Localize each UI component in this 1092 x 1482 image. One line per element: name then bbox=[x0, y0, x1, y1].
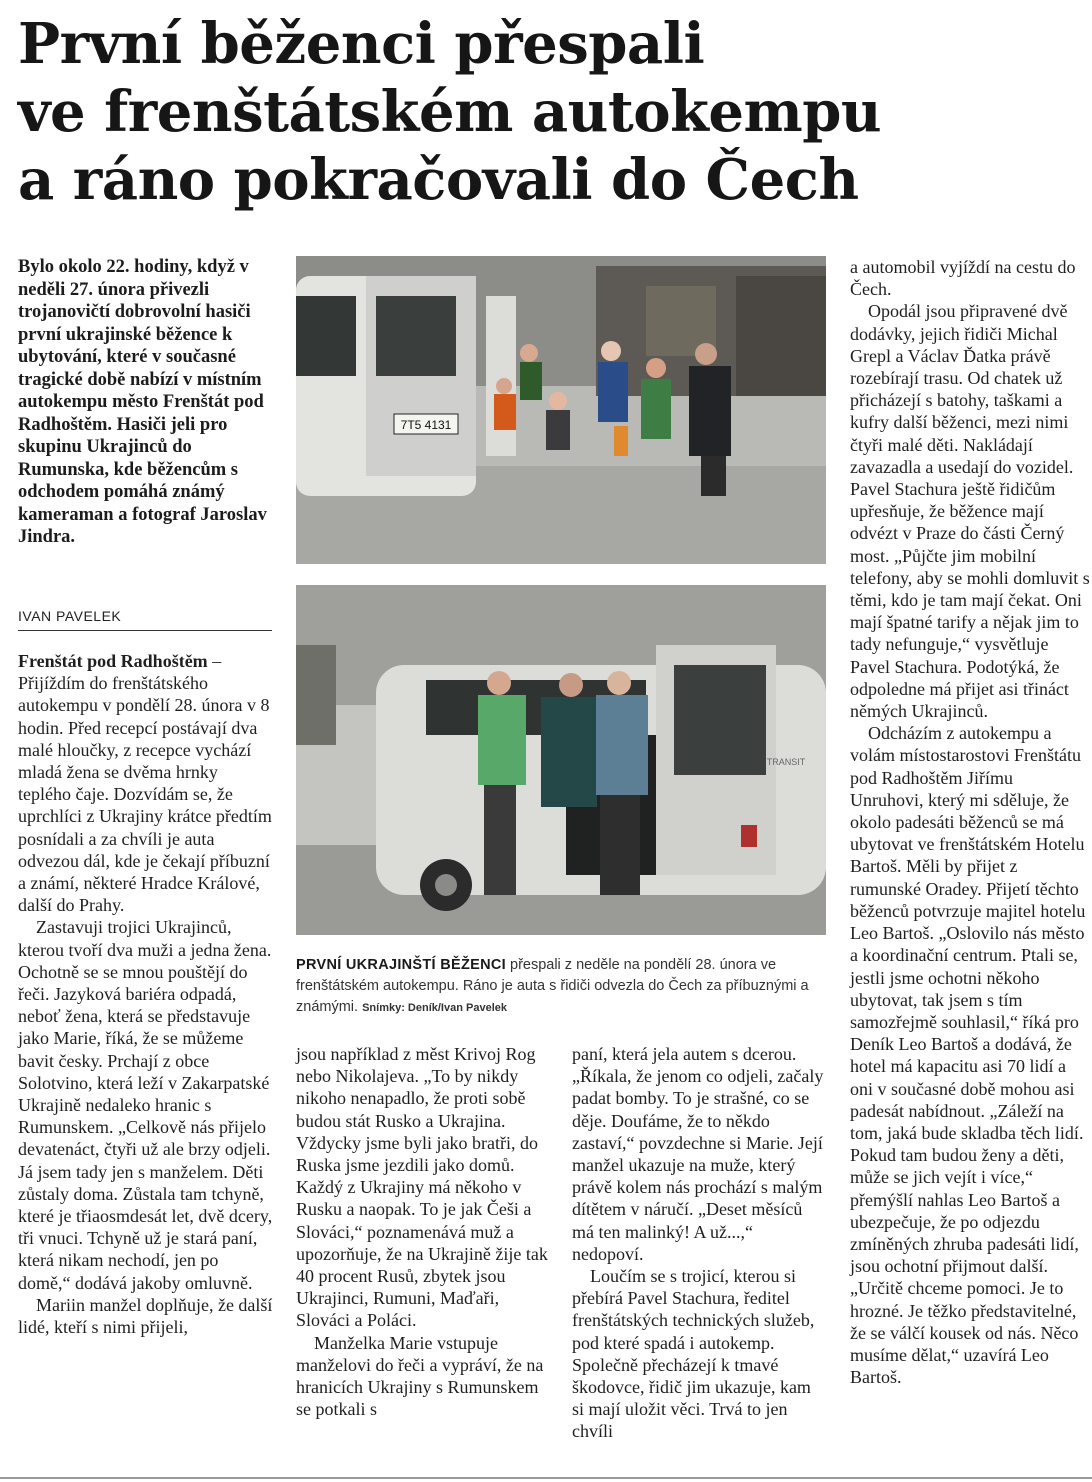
column-1-paragraph-3: Mariin manžel doplňuje, že další lidé, kteří s nimi přijeli, bbox=[18, 1294, 273, 1338]
column-3 bbox=[572, 1043, 826, 1443]
column-4-paragraph-3: Odcházím z autokempu a volám místostarostovi Frenštátu pod Radhoštěm Jiřímu Unruhovi, který mi sděluje, že okolo padesáti běženců se má ubytovat ve frenštátském Hotelu Bartoš. Měli by přijet z rumunské Oradey. Přijetí těchto běženců potvrzuje majitel hotelu Leo Bartoš. „Oslovilo nás město a koordinační centrum. Ptali se, jestli jsme ochotni někoho ubytovat, tak jsem s tím samozřejmě souhlasil,“ říká pro Deník Leo Bartoš a dodává, že hotel má kapacitu asi 70 lidí a oni v současné době mohou asi padesát nabídnout. „Záleží na tom, jaká bude skladba těch lidí. Pokud tam budou ženy a děti, může se jich vejít i více,“ přemýšlí nahlas Leo Bartoš a ubezpečuje, že po odjezdu zmíněných zhruba padesáti lidí, jsou ochotní přijmout další. „Určitě chceme pomoci. Je to hrozné. Je těžko představitelné, že se válčí kousek od nás. Něco musíme dělat,“ uzavírá Leo Bartoš. bbox=[850, 723, 1086, 1388]
caption-head: PRVNÍ UKRAJINŠTÍ BĚŽENCI bbox=[296, 957, 506, 973]
photo-refugees-by-van bbox=[296, 256, 826, 564]
column-1-paragraph-2: Zastavuji trojici Ukrajinců, kterou tvoří dva muži a jedna žena. Ochotně se se mnou pouštějí do řeči. Jazyková bariéra odpadá, neboť žena, která se představuje jako Marie, říká, že se můžeme bavit česky. Prchají z obce Solotvino, která leží v Zakarpatské Ukrajině nedaleko hranic s Rumunskem. „Celkově nás přijelo devatenáct, čtyři už ale brzy odjeli. Já jsem tady jen s manželem. Děti zůstaly doma. Zůstala tam tchyně, které je třiaosmdesát let, dvě dcery, tři vnuci. Tchyně už je stará paní, která nikam nechodí, jen po domě,“ dodává jakoby omluvně. bbox=[18, 917, 273, 1293]
bottom-rule bbox=[0, 1477, 1092, 1479]
column-1 bbox=[18, 650, 274, 1338]
column-4-paragraph-1: a automobil vyjíždí na cestu do Čech. bbox=[850, 257, 1076, 300]
headline bbox=[18, 10, 1078, 214]
column-2-paragraph-2: Manželka Marie vstupuje manželovi do řeči a vypráví, že na hranicích Ukrajiny s Rumunskem se potkali s bbox=[296, 1332, 544, 1420]
headline-line-2: ve frenštátském autokempu bbox=[18, 79, 882, 145]
dateline: Frenštát pod Radhoštěm bbox=[18, 651, 208, 671]
column-2-paragraph-1: jsou například z měst Krivoj Rog nebo Nikolajeva. „To by nikdy nikoho nenapadlo, že proti sobě budou stát Rusko a Ukrajina. Vždycky jsme byli jako bratři, do Ruska jsme jezdili jako domů. Každý z Ukrajiny má někoho v Rusku a naopak. To je jak Češi a Slováci,“ poznamenává muž a upozorňuje, že na Ukrajině žije tak 40 procent Rusů, zbytek jsou Ukrajinci, Rumuni, Maďaři, Slováci a Poláci. bbox=[296, 1044, 548, 1331]
column-4 bbox=[850, 256, 1090, 1388]
column-3-paragraph-1: paní, která jela autem s dcerou. „Říkala, že jenom co odjeli, začaly padat bomby. To je strašné, co se děje. Doufáme, že to někdo zastaví,“ povzdechne si Marie. Její manžel ukazuje na muže, který právě kolem nás prochází s malým dítětem v náručí. „Deset měsíců má ten malinký! A už...,“ nedopoví. bbox=[572, 1044, 824, 1264]
license-plate: 7T5 4131 bbox=[400, 418, 452, 432]
headline-line-1: První běženci přespali bbox=[18, 11, 705, 77]
column-2 bbox=[296, 1043, 548, 1420]
caption-text: přespali z neděle na pondělí 28. února ve frenštátském autokempu. Ráno je auta s řidiči odvezla do Čech za příbuznými a známými. bbox=[296, 957, 809, 1015]
photo-caption bbox=[296, 955, 826, 1019]
photo-credit: Snímky: Deník/Ivan Pavelek bbox=[362, 1002, 507, 1014]
column-4-paragraph-2: Opodál jsou připravené dvě dodávky, jejich řidiči Michal Grepl a Václav Ďatka právě rozebírají trasu. Od chatek už přicházejí s batohy, taškami a kufry další běženci, mezi nimi čtyři malé děti. Nakládají zavazadla a usedají do vozidel. Pavel Stachura ještě řidičům upřesňuje, že běžence mají odvézt v Praze do části Černý most. „Půjčte jim mobilní telefony, aby se mohli domluvit s těmi, kdo je tam mají čekat. Oni mají špatné tarify a nějak jim to tady nefunguje,“ vysvětluje Pavel Stachura. Podotýká, že odpoledne má přijet asi třináct němých Ukrajinců. bbox=[850, 301, 1090, 722]
author-byline: IVAN PAVELEK bbox=[18, 608, 272, 631]
photo-boarding-van bbox=[296, 585, 826, 935]
column-1-paragraph-1 bbox=[18, 650, 274, 916]
van-badge: TRANSIT bbox=[766, 757, 806, 767]
column-1-paragraph-1-text: – Přijíždím do frenštátského autokempu v pondělí 28. února v 8 hodin. Před recepcí postávají dva malé hloučky, z recepce vychází mladá žena se dvěma hrnky teplého čaje. Dozvídám se, že uprchlíci z Ukrajiny krátce předtím posnídali a za chvíli je auta odvezou dál, kde je čekají příbuzní a známí, některé Hradce Králové, další do Prahy. bbox=[18, 651, 272, 916]
perex: Bylo okolo 22. hodiny, když v neděli 27. února přivezli trojanovičtí dobrovolní hasiči první ukrajinské běžence k ubytování, které v současné tragické době nabízí v místním autokempu město Frenštát pod Radhoštěm. Hasiči jeli pro skupinu Ukrajinců do Rumunska, kde běžencům s odchodem pomáhá známý kameraman a fotograf Jaroslav Jindra. bbox=[18, 257, 267, 547]
column-3-paragraph-2: Loučím se s trojicí, kterou si přebírá Pavel Stachura, ředitel frenštátských technických služeb, pod které spadá i autokemp. Společně přecházejí k tmavé škodovce, řidič jim ukazuje, kam si mají uložit věci. Trvá to jen chvíli bbox=[572, 1266, 815, 1442]
headline-line-3: a ráno pokračovali do Čech bbox=[18, 147, 859, 213]
